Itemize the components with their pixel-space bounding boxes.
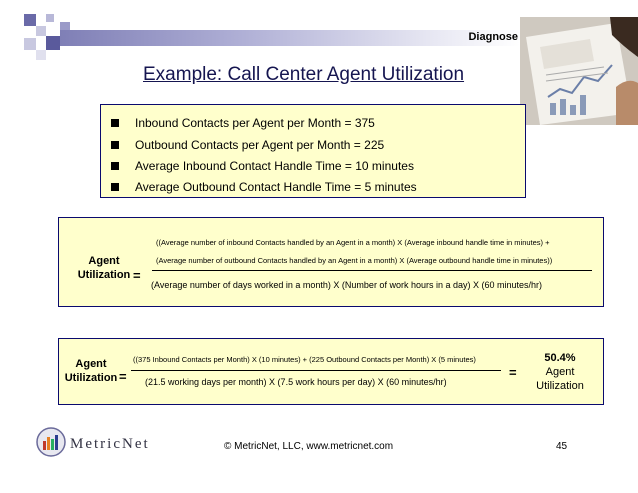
calculation-label: Agent Utilization: [64, 358, 118, 384]
list-item: Outbound Contacts per Agent per Month = 225: [135, 138, 384, 152]
document-photo: [520, 17, 638, 125]
formula-denominator: (Average number of days worked in a month) X (Number of work hours in a day) X (60 minutes/hr): [151, 280, 543, 290]
calculation-box: [58, 338, 604, 405]
bullet-icon: [111, 141, 119, 149]
logo-text: MetricNet: [70, 436, 150, 452]
list-item: Average Inbound Contact Handle Time = 10 minutes: [135, 159, 414, 173]
copyright-text: © MetricNet, LLC, www.metricnet.com: [224, 441, 394, 452]
result-equals: =: [509, 365, 517, 380]
calculation-denominator: (21.5 working days per month) X (7.5 work hours per day) X (60 minutes/hr): [145, 377, 447, 387]
result-value: 50.4%: [544, 352, 576, 364]
assumptions-box: [100, 104, 526, 198]
formula-equals: =: [133, 268, 141, 283]
calculation-result: 50.4% Agent Utilization: [521, 351, 599, 393]
formula-numerator-line2: (Average number of outbound Contacts handled by an Agent in a month) X (Average outbound handle time in minutes)): [156, 256, 553, 265]
page-number: 45: [556, 441, 568, 452]
page-title: Example: Call Center Agent Utilization: [143, 64, 465, 85]
fraction-bar: [152, 270, 592, 271]
list-item: Average Outbound Contact Handle Time = 5 minutes: [135, 180, 417, 194]
bullet-icon: [111, 119, 119, 127]
metricnet-logo-icon: [36, 427, 66, 457]
formula-label: Agent Utilization: [77, 255, 131, 281]
bullet-icon: [111, 183, 119, 191]
header-banner: [60, 30, 520, 46]
list-item: Inbound Contacts per Agent per Month = 375: [135, 116, 375, 130]
section-label: Diagnose: [468, 31, 518, 43]
formula-box: [58, 217, 604, 307]
fraction-bar: [131, 370, 501, 371]
formula-numerator-line1: ((Average number of inbound Contacts handled by an Agent in a month) X (Average inbound handle time in minutes) +: [156, 238, 550, 247]
calculation-equals: =: [119, 369, 127, 384]
calculation-numerator: ((375 Inbound Contacts per Month) X (10 minutes) + (225 Outbound Contacts per Month) X (5 minutes): [133, 355, 476, 364]
bullet-icon: [111, 162, 119, 170]
